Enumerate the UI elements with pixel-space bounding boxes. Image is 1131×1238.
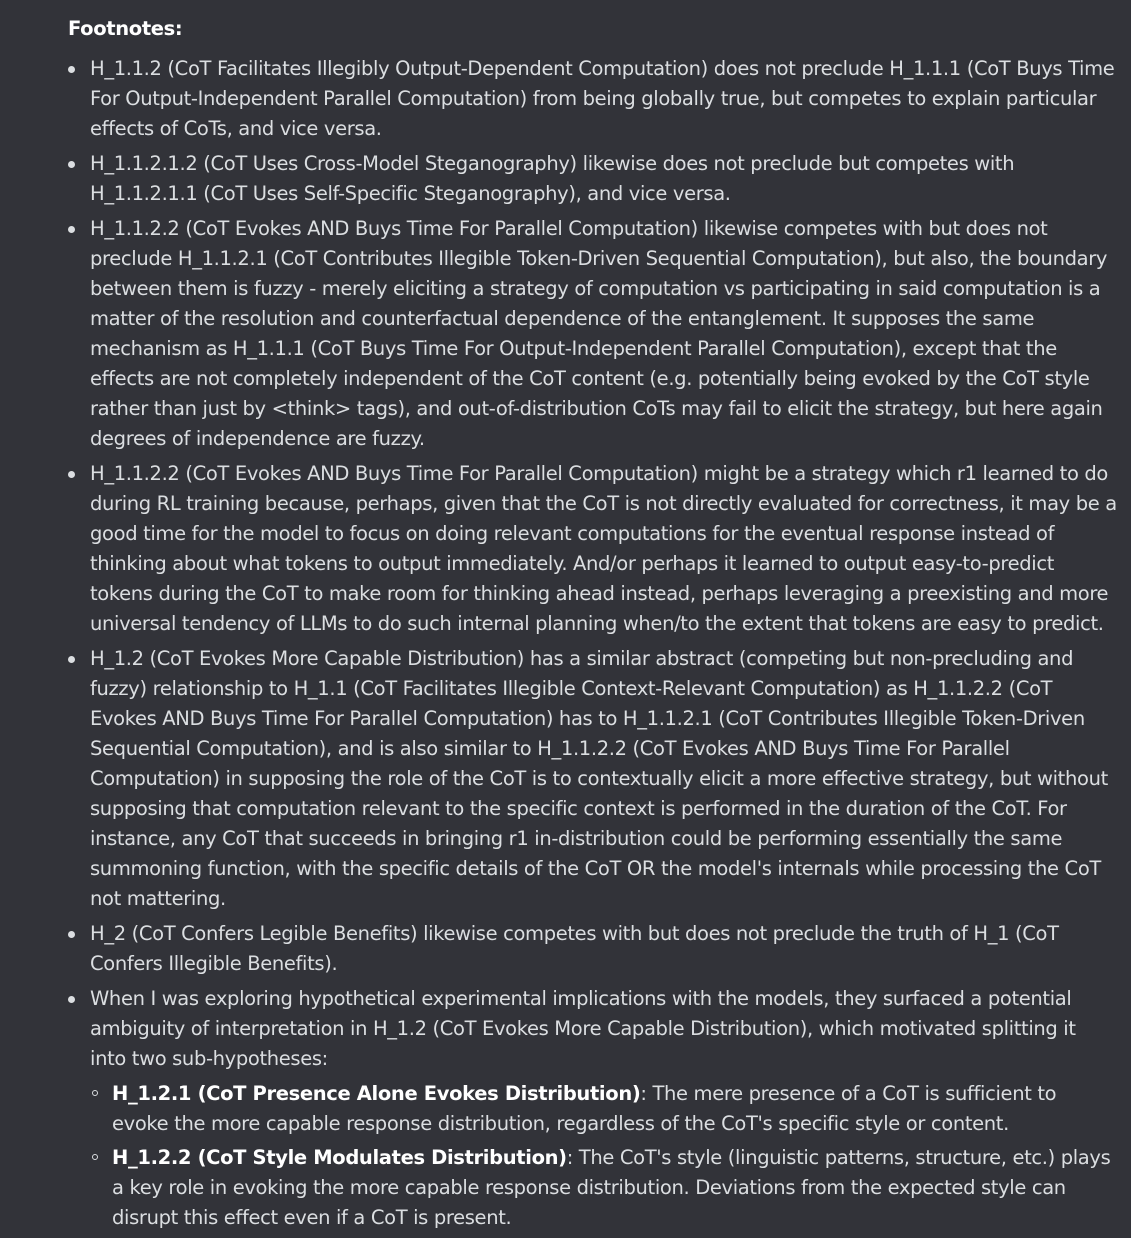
list-item: [0, 984, 1131, 1233]
list-item: [0, 214, 1131, 454]
sub-item-title: H_1.2.2 (CoT Style Modulates Distribution): [112, 1146, 567, 1169]
list-item-text: H_2 (CoT Confers Legible Benefits) likewise competes with but does not preclude the truth of H_1 (CoT Confers Illegible Benefits).: [90, 922, 1059, 975]
list-item-text: H_1.1.2.2 (CoT Evokes AND Buys Time For Parallel Computation) likewise competes with but does not preclude H_1.1.2.1 (CoT Contributes Illegible Token-Driven Sequential Computation), but also, the boundary between them is fuzzy - merely eliciting a strategy of computation vs participating in said computation is a matter of the resolution and counterfactual dependence of the entanglement. It supposes the same mechanism as H_1.1.1 (CoT Buys Time For Output-Independent Parallel Computation), except that the effects are not completely independent of the CoT content (e.g. potentially being evoked by the CoT style rather than just by <think> tags), and out-of-distribution CoTs may fail to elicit the strategy, but here again degrees of independence are fuzzy.: [90, 217, 1108, 450]
sub-list-item: [90, 1079, 1117, 1139]
list-item: [0, 149, 1131, 209]
list-item: [0, 644, 1131, 914]
list-item-text: H_1.2 (CoT Evokes More Capable Distribution) has a similar abstract (competing but non-precluding and fuzzy) relationship to H_1.1 (CoT Facilitates Illegible Context-Relevant Computation) as H_1.1.2.2 (CoT Evokes AND Buys Time For Parallel Computation) has to H_1.1.2.1 (CoT Contributes Illegible Token-Driven Sequential Computation), and is also similar to H_1.1.2.2 (CoT Evokes AND Buys Time For Parallel Computation) in supposing the role of the CoT is to contextually elicit a more effective strategy, but without supposing that computation relevant to the specific context is performed in the duration of the CoT. For instance, any CoT that succeeds in bringing r1 in-distribution could be performing essentially the same summoning function, with the specific details of the CoT OR the model's internals while processing the CoT not mattering.: [90, 647, 1108, 910]
list-item-text: When I was exploring hypothetical experimental implications with the models, they surfaced a potential ambiguity of interpretation in H_1.2 (CoT Evokes More Capable Distribution), which motivated splitting it into two sub-hypotheses:: [90, 987, 1076, 1070]
sub-item-text: : The mere presence of a CoT is sufficient to evoke the more capable response distribution, regardless of the CoT's specific style or content.: [112, 1082, 1057, 1135]
sub-hypotheses-list: [90, 1079, 1117, 1233]
list-item-text: H_1.1.2 (CoT Facilitates Illegibly Output-Dependent Computation) does not preclude H_1.1.1 (CoT Buys Time For Output-Independent Parallel Computation) from being globally true, but competes to explain particular effects of CoTs, and vice versa.: [90, 57, 1115, 140]
footnotes-list: [0, 54, 1131, 1238]
sub-item-text: : The CoT's style (linguistic patterns, structure, etc.) plays a key role in evoking the more capable response distribution. Deviations from the expected style can disrupt this effect even if a CoT is present.: [112, 1146, 1111, 1229]
footnotes-heading: Footnotes:: [68, 17, 183, 40]
list-item: [0, 459, 1131, 639]
sub-list-item: [90, 1143, 1117, 1233]
sub-item-title: H_1.2.1 (CoT Presence Alone Evokes Distribution): [112, 1082, 641, 1105]
list-item-text: H_1.1.2.2 (CoT Evokes AND Buys Time For Parallel Computation) might be a strategy which r1 learned to do during RL training because, perhaps, given that the CoT is not directly evaluated for correctness, it may be a good time for the model to focus on doing relevant computations for the eventual response instead of thinking about what tokens to output immediately. And/or perhaps it learned to output easy-to-predict tokens during the CoT to make room for thinking ahead instead, perhaps leveraging a preexisting and more universal tendency of LLMs to do such internal planning when/to the extent that tokens are easy to predict.: [90, 462, 1117, 635]
list-item: [0, 919, 1131, 979]
list-item: [0, 54, 1131, 144]
list-item-text: H_1.1.2.1.2 (CoT Uses Cross-Model Steganography) likewise does not preclude but competes with H_1.1.2.1.1 (CoT Uses Self-Specific Steganography), and vice versa.: [90, 152, 1015, 205]
